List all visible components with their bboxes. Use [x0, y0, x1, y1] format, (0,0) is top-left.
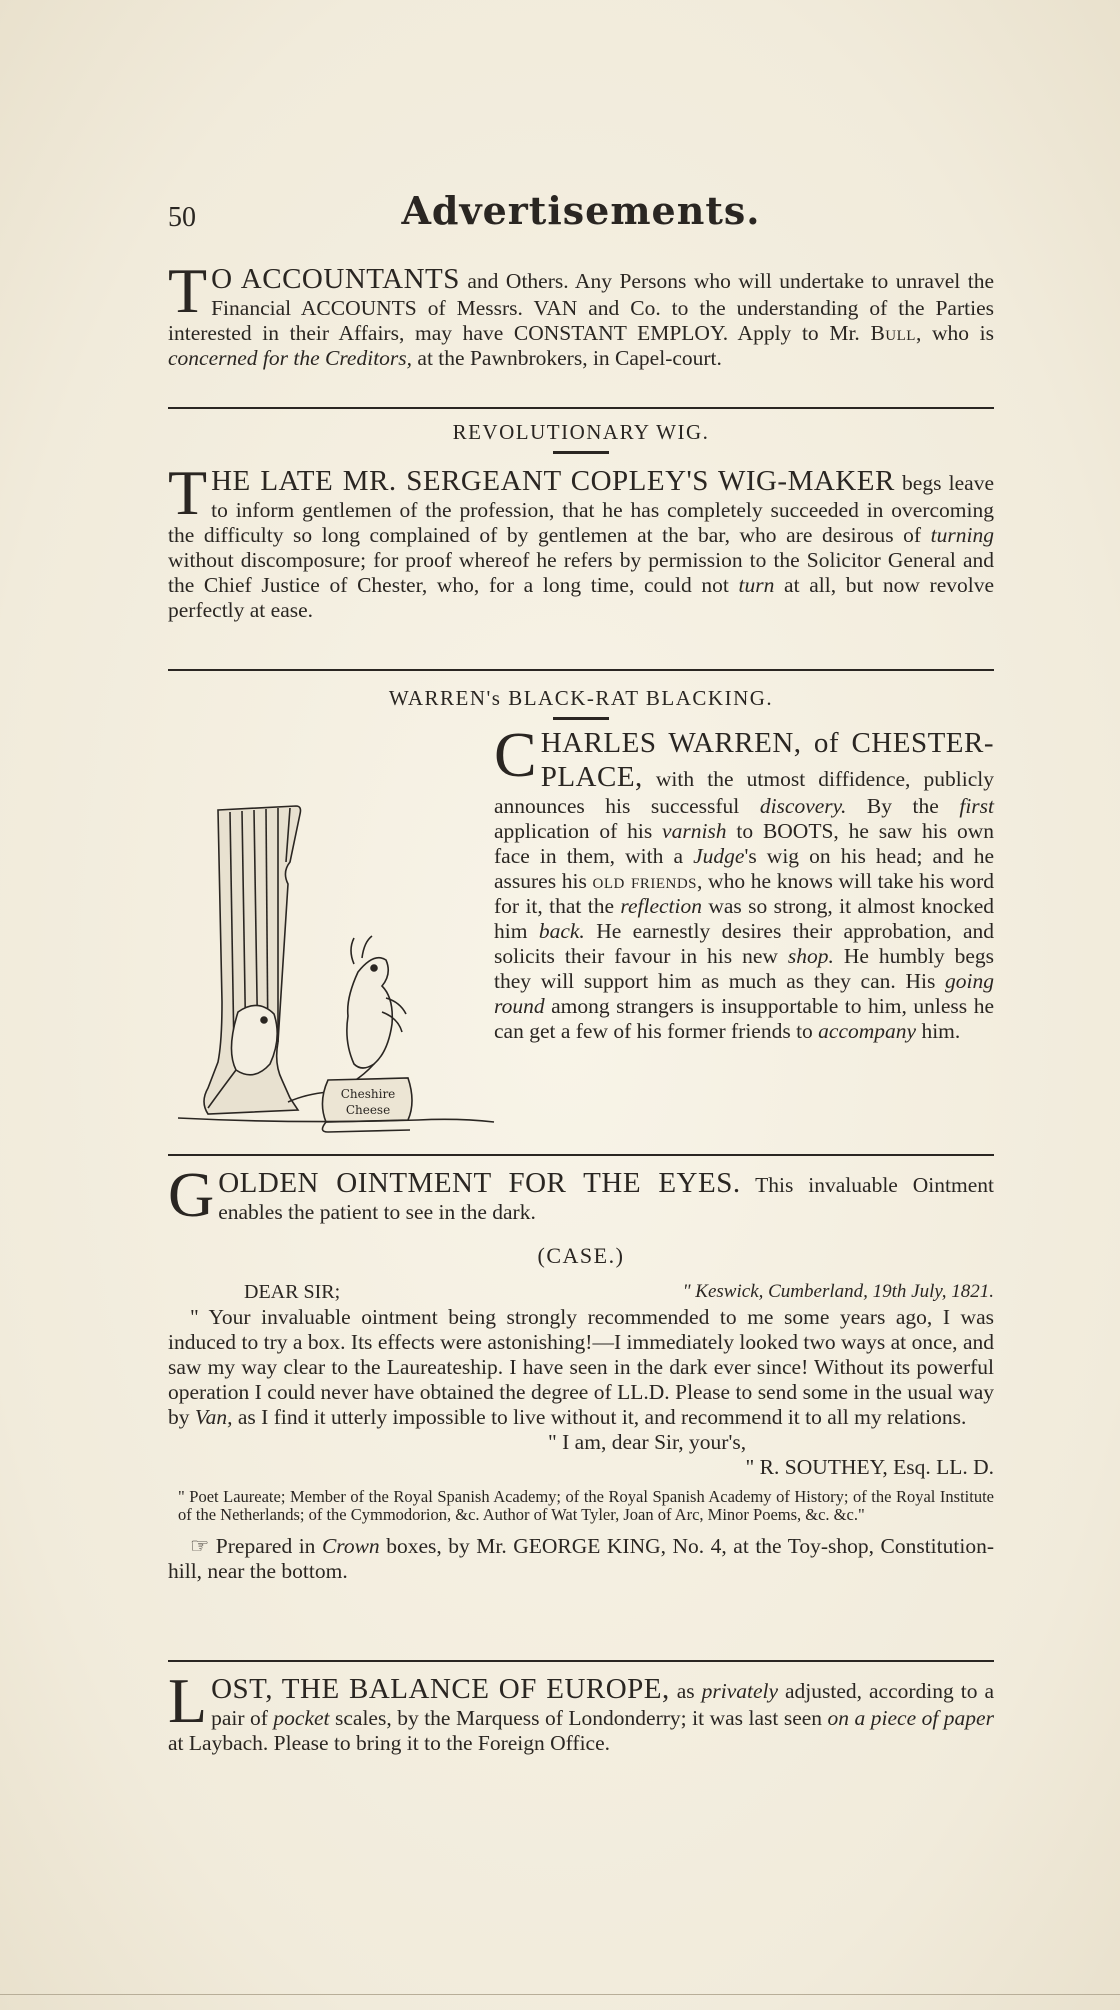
letter-body — [168, 1305, 994, 1430]
name-small-caps: Bull — [870, 321, 916, 345]
body-text: By the — [846, 794, 960, 818]
pointing-hand-icon: ☞ — [190, 1534, 210, 1558]
ad-ointment — [168, 1159, 994, 1584]
dateline: " Keswick, Cumberland, 19th July, 1821. — [682, 1281, 994, 1302]
ad-heading: O ACCOUNTANTS — [211, 263, 460, 295]
italic-text: reflection — [620, 894, 702, 918]
body-text: Prepared in — [209, 1534, 322, 1558]
italic-text: turning — [930, 523, 994, 547]
ad-wig-text — [168, 457, 994, 623]
italic-text: Judge — [693, 844, 745, 868]
scan-edge — [0, 1994, 1120, 1995]
body-text: boxes, by Mr. GEORGE KING, No. 4, at the Toy-shop, Constitution-hill, near the bottom. — [168, 1534, 994, 1583]
letter-heading — [168, 1279, 994, 1305]
illustration-label: Cheshire — [340, 1087, 396, 1101]
italic-text: concerned for the Creditors, — [168, 346, 413, 370]
body-text: him. — [916, 1019, 961, 1043]
body-text: as I find it utterly impossible to live without it, and recommend it to all my relations. — [232, 1405, 967, 1429]
illustration-label: Cheese — [345, 1103, 391, 1117]
italic-text: accompany — [818, 1019, 917, 1043]
italic-text: on a piece of paper — [827, 1706, 994, 1730]
preparation-note — [168, 1534, 994, 1584]
italic-text: back. — [538, 919, 585, 943]
ad-subheading: REVOLUTIONARY WIG. — [452, 420, 710, 444]
italic-text: varnish — [662, 819, 727, 843]
italic-text: turn — [738, 573, 775, 597]
body-text: to BOOTS, he saw his own face in them, with a — [494, 819, 994, 868]
ad-heading: HARLES WARREN, of CHESTER-PLACE, — [540, 727, 994, 793]
section-rule — [168, 407, 994, 409]
ad-heading: OLDEN OINTMENT FOR THE EYES. — [218, 1167, 741, 1199]
small-caps-text: old friends — [592, 869, 698, 893]
ad-lost-text — [168, 1665, 994, 1756]
italic-text: Van, — [194, 1405, 233, 1429]
body-text: begs leave to inform gentlemen of the profession, that he has completely succeeded in overcoming the difficulty so long complained of by gentlemen at the bar, who are desirous of — [168, 471, 994, 547]
body-text: with the utmost diffidence, publicly announces his successful — [494, 767, 994, 818]
body-text: at all, but now revolve perfectly at ease. — [168, 573, 994, 622]
body-text: adjusted, according to a pair of — [211, 1679, 994, 1730]
body-text: 's wig on his head; and he assures his — [494, 844, 994, 893]
section-rule — [168, 1154, 994, 1156]
footnote: " Poet Laureate; Member of the Royal Spanish Academy; of the Royal Spanish Academy of History; of the Royal Institute of the Netherlands; of the Cymmodorion, &c. Author of Wat Tyler, Joan of Arc, Minor Poems, &c. &c." — [178, 1487, 994, 1524]
body-text: as — [669, 1679, 702, 1703]
ad-accountants — [168, 255, 994, 371]
ad-ointment-intro — [168, 1159, 994, 1230]
italic-text: first — [959, 794, 995, 818]
ad-accountants-text — [168, 255, 994, 371]
body-text: He earnestly desires their approbation, and solicits their favour in his new — [494, 919, 994, 968]
body-text: at the Pawnbrokers, in Capel-court. — [412, 346, 722, 370]
section-rule — [168, 1660, 994, 1662]
ad-subheading: WARREN's BLACK-RAT BLACKING. — [388, 686, 774, 710]
italic-text: privately — [701, 1679, 779, 1703]
body-text: application of his — [494, 819, 663, 843]
letter-closing: " I am, dear Sir, your's, — [548, 1430, 747, 1454]
body-text: at Laybach. Please to bring it to the Foreign Office. — [168, 1731, 611, 1755]
running-title: Advertisements. — [401, 188, 761, 233]
running-head — [168, 188, 994, 248]
body-text: without discomposure; for proof whereof he refers by permission to the Solicitor General and the Chief Justice of Chester, who, for a long time, could not — [168, 548, 994, 597]
dropcap: T — [168, 457, 208, 528]
body-text: scales, by the Marquess of Londonderry; it was last seen — [329, 1706, 828, 1730]
ad-lost — [168, 1665, 994, 1756]
italic-text: discovery. — [759, 794, 847, 818]
boot-and-rat-illustration — [178, 802, 496, 1134]
body-text: was so strong, it almost knocked him — [494, 894, 994, 943]
page-number: 50 — [168, 202, 196, 233]
italic-text: Crown — [321, 1534, 380, 1558]
body-text: " Your invaluable ointment being strongly recommended to me some years ago, I was induced to try a box. Its effects were astonishing!—I immediately looked two ways at once, and saw my way clear to the Laureateship. I have seen in the dark ever since! Without its powerful operation I could never have obtained the degree of LL.D. Please to send some in the usual way by — [168, 1305, 994, 1429]
dropcap: G — [168, 1159, 215, 1230]
body-text: , who is — [915, 321, 994, 345]
case-label: (CASE.) — [537, 1243, 625, 1268]
ad-heading: HE LATE MR. SERGEANT COPLEY'S WIG-MAKER — [211, 465, 895, 497]
letter-signature: " R. SOUTHEY, Esq. LL. D. — [745, 1455, 994, 1479]
body-text: and Others. Any Persons who will undertake to unravel the Financial ACCOUNTS of Messrs. VAN and Co. to the understanding of the Parties interested in their Affairs, may have CONSTANT EMPLOY. Apply to Mr. — [168, 269, 994, 345]
body-text: This invaluable Ointment enables the patient to see in the dark. — [218, 1173, 994, 1224]
dropcap: L — [168, 1665, 208, 1736]
dropcap: T — [168, 255, 208, 326]
dropcap: C — [494, 719, 537, 790]
body-text: , who he knows will take his word for it, that the — [494, 869, 995, 918]
italic-text: shop. — [787, 944, 834, 968]
body-text: among strangers is insupportable to him, unless he can get a few of his former friends to — [494, 994, 994, 1043]
salutation: DEAR SIR; — [244, 1281, 341, 1303]
ad-heading: OST, THE BALANCE OF EUROPE, — [211, 1673, 670, 1705]
section-rule — [168, 669, 994, 671]
short-rule — [553, 717, 609, 720]
ad-wig — [168, 420, 994, 623]
body-text: He humbly begs they will support him as much as they can. His — [494, 944, 994, 993]
italic-text: pocket — [273, 1706, 330, 1730]
short-rule — [553, 451, 609, 454]
italic-text: going round — [494, 969, 994, 1018]
